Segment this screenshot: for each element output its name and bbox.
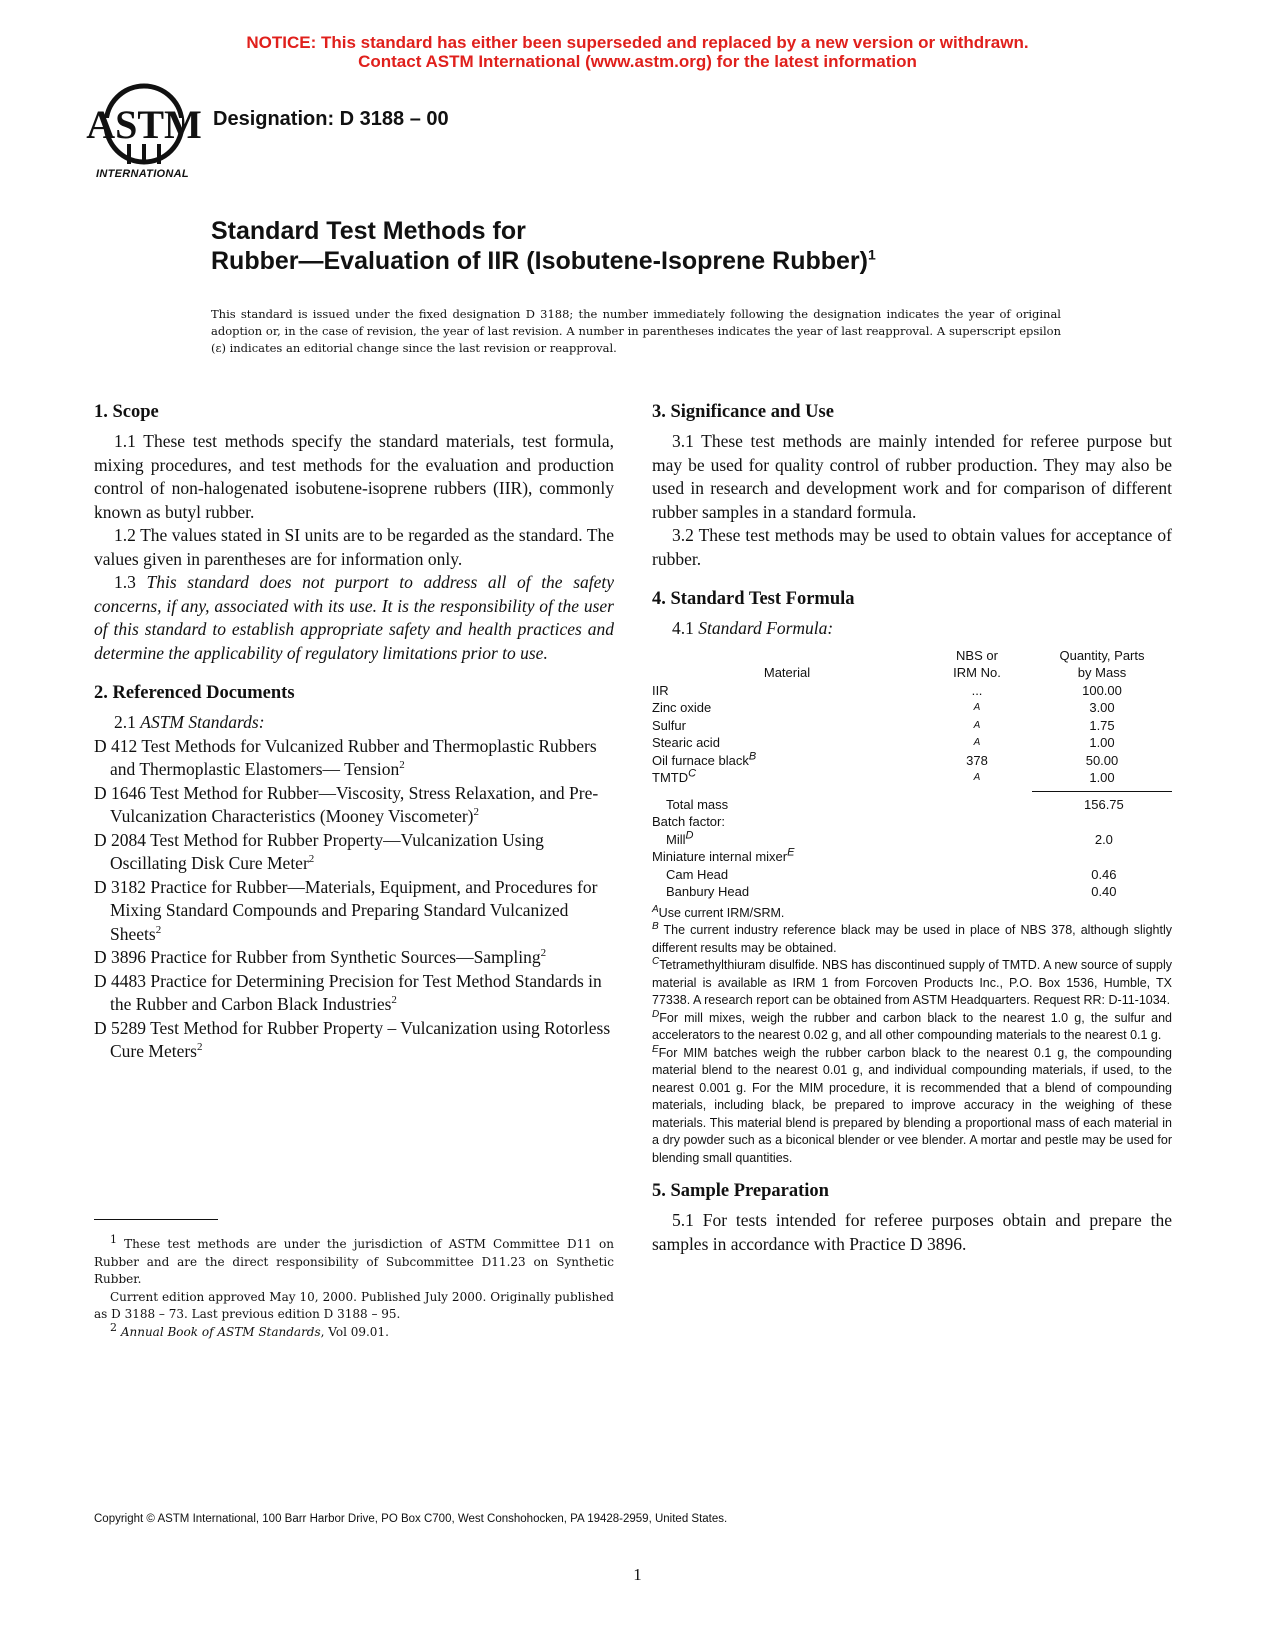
- scope-1-3-num: 1.3: [114, 572, 136, 592]
- banbury-value: 0.40: [1091, 884, 1117, 899]
- formula-subheading: [652, 617, 1172, 641]
- material-cell: [652, 699, 922, 717]
- copyright-line: Copyright © ASTM International, 100 Barr Harbor Drive, PO Box C700, West Conshohocken, PA 19428-2959, United States.: [94, 1513, 728, 1525]
- designation: Designation: D 3188 – 00: [213, 108, 449, 130]
- formula-sub-num: 4.1: [672, 618, 694, 638]
- material-name: Sulfur: [652, 717, 686, 733]
- header-qty-line-2: by Mass: [1077, 665, 1127, 680]
- total-label: Total mass: [666, 796, 729, 812]
- mim-row: [652, 848, 1172, 866]
- qty-cell: 1.00: [1089, 770, 1115, 785]
- scope-1-3-text: This standard does not purport to address all of the safety concerns, if any, associated with its use. It is the responsibility of the user of this standard to establish appropriate safety and health practices and determine the applicability of regulatory limitations prior to use.: [94, 572, 615, 663]
- astm-logo-icon: [86, 82, 202, 182]
- qty-cell: 3.00: [1089, 700, 1115, 715]
- banbury-row: [652, 883, 1172, 901]
- material-name: TMTD: [652, 770, 689, 785]
- reference-item: [94, 970, 614, 1017]
- reference-footnote-mark: 2: [197, 1041, 203, 1054]
- header-qty-line-1: Quantity, Parts: [1059, 647, 1145, 663]
- table-note-mark: D: [652, 1008, 660, 1020]
- total-row: [652, 796, 1172, 814]
- reference-footnote-mark: 2: [308, 853, 315, 866]
- material-note-mark: C: [688, 767, 697, 780]
- right-column: [652, 400, 1172, 1256]
- reference-text: D 3182 Practice for Rubber—Materials, Equipment, and Procedures for Mixing Standard Compounds and Preparing Standard Vulcanized Sheets: [94, 876, 598, 944]
- table-row: [652, 752, 1172, 770]
- formula-header-row-2: [652, 664, 1172, 682]
- reference-item: [94, 1017, 614, 1064]
- title-line-2-text: Rubber—Evaluation of IIR (Isobutene-Isoprene Rubber): [211, 247, 868, 275]
- reference-list: [94, 735, 614, 1064]
- qty-cell: 1.00: [1089, 735, 1115, 750]
- nbs-cell: A: [973, 702, 981, 713]
- nbs-cell: A: [973, 772, 981, 783]
- reference-text: D 3896 Practice for Rubber from Synthetic Sources—Sampling: [94, 947, 541, 967]
- qty-cell: 100.00: [1082, 682, 1122, 698]
- formula-header-row-1: [652, 647, 1172, 665]
- refs-sub-num: 2.1: [114, 712, 136, 732]
- footnote-2-mark: 2: [110, 1320, 117, 1334]
- material-cell: [652, 682, 922, 700]
- footnote-1-edition: Current edition approved May 10, 2000. Published July 2000. Originally published as D 3188 – 73. Last previous edition D 3188 – 95.: [94, 1289, 614, 1321]
- reference-footnote-mark: 2: [473, 806, 479, 819]
- table-note: [652, 1045, 1172, 1168]
- reference-item: [94, 946, 614, 970]
- table-row: [652, 717, 1172, 735]
- table-note-mark: E: [652, 1043, 659, 1055]
- footnote-divider: [94, 1219, 218, 1220]
- reference-footnote-mark: 2: [399, 759, 405, 772]
- batch-label: Batch factor:: [652, 814, 725, 829]
- table-note: [652, 905, 1172, 923]
- table-note-text: Use current IRM/SRM.: [658, 905, 785, 920]
- total-value: 156.75: [1084, 796, 1124, 812]
- nbs-cell: A: [973, 737, 981, 748]
- material-note-mark: B: [748, 750, 757, 763]
- logo-mark-text: ASTM: [86, 102, 202, 147]
- formula-sub-text: Standard Formula:: [698, 618, 834, 638]
- total-rule: [1032, 791, 1172, 792]
- table-note-text: The current industry reference black may be used in place of NBS 378, although slightly different results may be obtained.: [652, 923, 1172, 955]
- logo-international-text: INTERNATIONAL: [96, 168, 189, 180]
- table-row: [652, 769, 1172, 787]
- reference-item: [94, 735, 614, 782]
- table-note-text: For mill mixes, weigh the rubber and carbon black to the nearest 1.0 g, the sulfur and accelerators to the nearest 0.02 g, and all other compounding materials to the nearest 0.1 g.: [652, 1010, 1172, 1042]
- formula-table: [652, 647, 1172, 901]
- scope-1-2: 1.2 The values stated in SI units are to be regarded as the standard. The values given in parentheses are for information only.: [94, 525, 614, 569]
- notice-line-1: NOTICE: This standard has either been superseded and replaced by a new version or withdrawn.: [246, 33, 1029, 52]
- material-name: Oil furnace black: [652, 752, 749, 768]
- material-name: IIR: [652, 682, 669, 698]
- table-row: [652, 734, 1172, 752]
- footnote-2-rest: , Vol 09.01.: [320, 1324, 389, 1339]
- sample-5-1: 5.1 For tests intended for referee purposes obtain and prepare the samples in accordance with Practice D 3896.: [652, 1210, 1172, 1254]
- footnote-1-mark: 1: [110, 1233, 117, 1246]
- reference-text: D 5289 Test Method for Rubber Property – Vulcanization using Rotorless Cure Meters: [94, 1017, 611, 1061]
- cam-value: 0.46: [1091, 866, 1117, 882]
- footnote-1: [94, 1233, 614, 1289]
- title-line-2: [211, 246, 876, 276]
- banbury-label: Banbury Head: [666, 884, 750, 899]
- mill-note-mark: D: [685, 829, 694, 842]
- mill-label: Mill: [666, 831, 686, 847]
- mill-value: 2.0: [1094, 831, 1113, 847]
- reference-item: [94, 829, 614, 876]
- reference-footnote-mark: 2: [391, 994, 397, 1007]
- table-note-mark: C: [652, 955, 660, 967]
- table-note: [652, 957, 1172, 1010]
- significance-3-2: 3.2 These test methods may be used to obtain values for acceptance of rubber.: [652, 525, 1172, 569]
- footnote-1-text: These test methods are under the jurisdiction of ASTM Committee D11 on Rubber and are the direct responsibility of Subcommittee D11.23 on Synthetic Rubber.: [94, 1237, 614, 1286]
- footnote-2-italic: Annual Book of ASTM Standards: [120, 1324, 321, 1339]
- reference-text: D 412 Test Methods for Vulcanized Rubber and Thermoplastic Rubbers and Thermoplastic Elastomers— Tension: [94, 735, 597, 779]
- issuance-note: This standard is issued under the fixed designation D 3188; the number immediately following the designation indicates the year of original adoption or, in the case of revision, the year of last revision. A number in parentheses indicates the year of last reapproval. A superscript epsilon (ε) indicates an editorial change since the last revision or reapproval.: [211, 307, 1061, 355]
- table-note-mark: B: [652, 920, 659, 932]
- significance-3-1: 3.1 These test methods are mainly intended for referee purpose but may be used for quality control of rubber production. They may also be used in research and development work and for comparison of different rubber samples in a standard formula.: [652, 431, 1172, 522]
- reference-text: D 2084 Test Method for Rubber Property—Vulcanization Using Oscillating Disk Cure Meter: [94, 829, 544, 873]
- table-note-text: For MIM batches weigh the rubber carbon black to the nearest 0.1 g, the compounding material blend to the nearest 0.01 g, and individual compounding materials, if used, to the nearest 0.001 g. For the MIM procedure, it is recommended that a blend of compounding materials, including black, be prepared to improve accuracy in the weighing of these materials. This material blend is prepared by blending a proportional mass of each material in a dry powder such as a biconical blender or vee blender. A mortar and pestle may be used for blending small quantities.: [652, 1045, 1172, 1165]
- notice-line-2: Contact ASTM International (www.astm.org) for the latest information: [358, 52, 917, 71]
- header-nbs-line-1: NBS or: [956, 647, 998, 663]
- footnotes: [94, 1233, 614, 1341]
- scope-heading: 1. Scope: [94, 402, 159, 422]
- reference-text: D 1646 Test Method for Rubber—Viscosity, Stress Relaxation, and Pre-Vulcanization Characteristics (Mooney Viscometer): [94, 782, 599, 826]
- left-column: [94, 400, 614, 1064]
- mim-label: Miniature internal mixer: [652, 849, 788, 864]
- reference-footnote-mark: 2: [155, 923, 162, 936]
- title-footnote-mark: 1: [867, 246, 876, 263]
- material-cell: [652, 717, 922, 735]
- table-row: [652, 682, 1172, 700]
- table-note: [652, 922, 1172, 957]
- material-name: Stearic acid: [652, 735, 720, 750]
- reference-item: [94, 876, 614, 947]
- page-number: 1: [633, 1565, 642, 1584]
- table-row: [652, 699, 1172, 717]
- material-cell: [652, 752, 922, 770]
- scope-1-3: [94, 571, 614, 665]
- header-material: Material: [763, 665, 811, 680]
- material-cell: [652, 734, 922, 752]
- cam-label: Cam Head: [666, 866, 729, 882]
- header-nbs-line-2: IRM No.: [953, 665, 1001, 680]
- nbs-cell: A: [973, 719, 981, 731]
- material-name: Zinc oxide: [652, 700, 712, 715]
- mill-row: [652, 831, 1172, 849]
- qty-cell: 50.00: [1085, 752, 1119, 768]
- table-note-mark: A: [652, 903, 659, 915]
- qty-cell: 1.75: [1089, 717, 1115, 733]
- table-note-text: Tetramethylthiuram disulfide. NBS has discontinued supply of TMTD. A new source of supply material is available as IRM 1 from Forcoven Products Inc., P.O. Box 1536, Humble, TX 77338. A research report can be obtained from ASTM Headquarters. Request RR: D-11-1034.: [652, 958, 1172, 1007]
- astm-standards-subheading: [94, 711, 614, 735]
- mim-note-mark: E: [787, 846, 795, 859]
- nbs-cell: 378: [966, 752, 988, 768]
- sample-preparation-heading: 5. Sample Preparation: [652, 1181, 829, 1201]
- material-cell: [652, 769, 922, 787]
- cam-row: [652, 866, 1172, 884]
- title-line-1: Standard Test Methods for: [211, 217, 526, 245]
- batch-row: [652, 813, 1172, 831]
- mim-cell: [652, 848, 922, 866]
- formula-heading: 4. Standard Test Formula: [652, 589, 855, 609]
- reference-footnote-mark: 2: [540, 947, 547, 960]
- table-notes: [652, 905, 1172, 1168]
- footnote-2: [94, 1320, 614, 1342]
- reference-item: [94, 782, 614, 829]
- document-title: [211, 216, 876, 276]
- nbs-cell: ...: [971, 682, 983, 698]
- table-note: [652, 1010, 1172, 1045]
- reference-text: D 4483 Practice for Determining Precision for Test Method Standards in the Rubber and Carbon Black Industries: [94, 970, 602, 1014]
- scope-1-1: 1.1 These test methods specify the standard materials, test formula, mixing procedures, and test methods for the evaluation and production control of non-halogenated isobutene-isoprene rubbers (IIR), commonly known as butyl rubber.: [94, 431, 614, 522]
- mill-cell: [652, 831, 929, 849]
- referenced-documents-heading: 2. Referenced Documents: [94, 683, 295, 703]
- notice-banner: [0, 33, 1275, 71]
- refs-sub-text: ASTM Standards:: [140, 712, 265, 732]
- significance-heading: 3. Significance and Use: [652, 402, 834, 422]
